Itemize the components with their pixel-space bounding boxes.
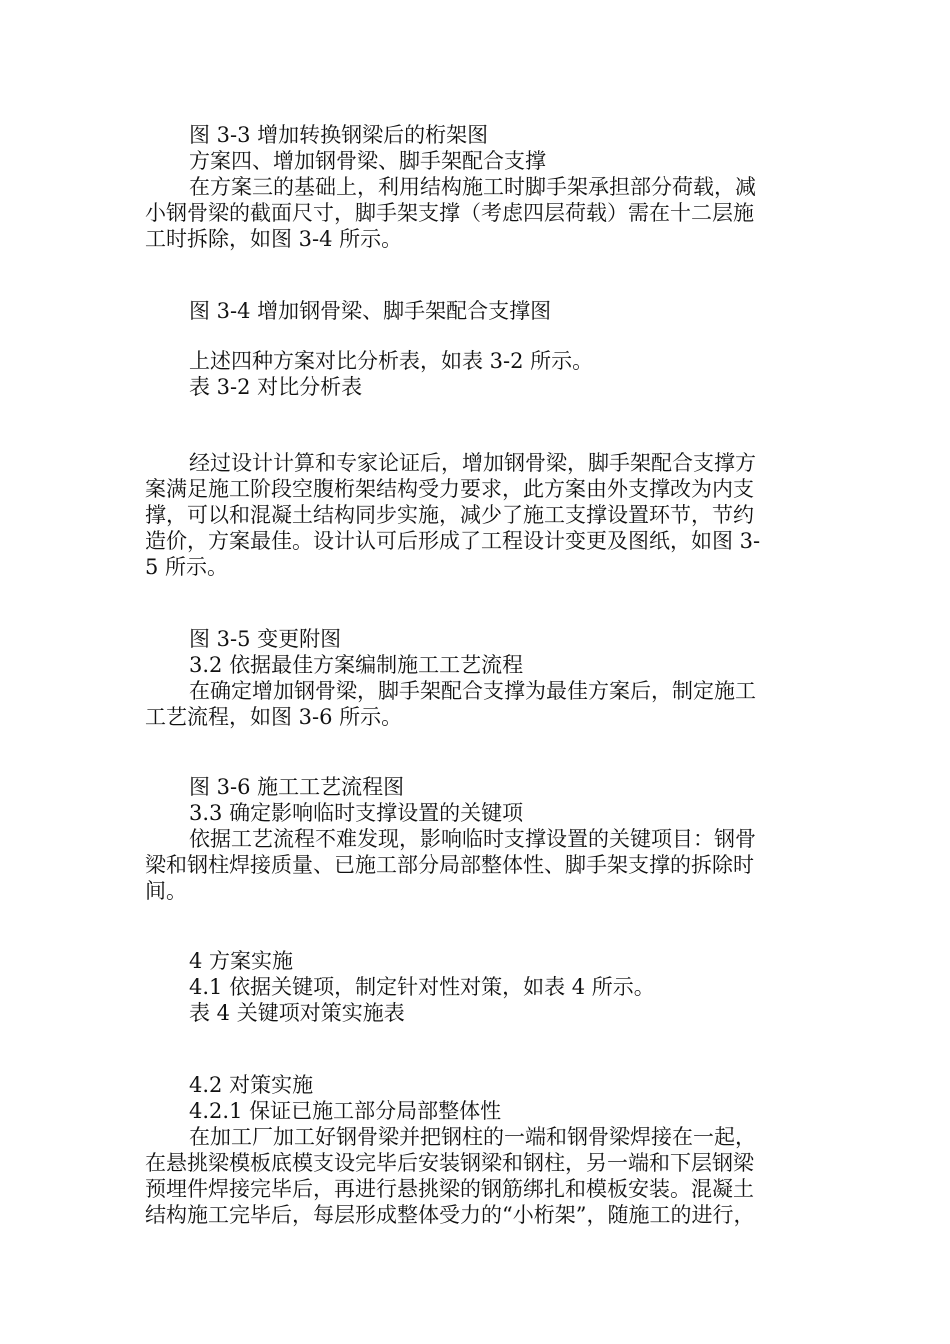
paragraph-line: 5 所示。 [145, 555, 229, 579]
figure-caption-3-4: 图 3-4 增加钢骨梁、脚手架配合支撑图 [189, 299, 552, 323]
paragraph-line: 梁和钢柱焊接质量、已施工部分局部整体性、脚手架支撑的拆除时 [145, 853, 754, 877]
section-heading-4-1: 4.1 依据关键项，制定针对性对策，如表 4 所示。 [189, 975, 655, 999]
figure-caption-3-5: 图 3-5 变更附图 [189, 627, 342, 651]
paragraph-line: 结构施工完毕后，每层形成整体受力的“小桁架”，随施工的进行， [145, 1203, 755, 1227]
paragraph-line: 工艺流程，如图 3-6 所示。 [145, 705, 403, 729]
paragraph-line: 依据工艺流程不难发现，影响临时支撑设置的关键项目：钢骨 [189, 827, 756, 851]
section-heading-scheme-4: 方案四、增加钢骨梁、脚手架配合支撑 [189, 149, 546, 173]
paragraph-line: 造价，方案最佳。设计认可后形成了工程设计变更及图纸，如图 3- [145, 529, 761, 553]
table-caption-4: 表 4 关键项对策实施表 [189, 1001, 405, 1025]
figure-caption-3-6: 图 3-6 施工工艺流程图 [189, 775, 405, 799]
paragraph-line: 在悬挑梁模板底模支设完毕后安装钢梁和钢柱，另一端和下层钢梁 [145, 1151, 754, 1175]
section-heading-3-3: 3.3 确定影响临时支撑设置的关键项 [189, 801, 524, 825]
paragraph-line: 预埋件焊接完毕后，再进行悬挑梁的钢筋绑扎和模板安装。混凝土 [145, 1177, 754, 1201]
section-heading-3-2: 3.2 依据最佳方案编制施工工艺流程 [189, 653, 524, 677]
section-heading-4-2: 4.2 对策实施 [189, 1073, 314, 1097]
paragraph-line: 上述四种方案对比分析表，如表 3-2 所示。 [189, 349, 594, 373]
paragraph-line: 间。 [145, 879, 187, 903]
paragraph-line: 小钢骨梁的截面尺寸，脚手架支撑（考虑四层荷载）需在十二层施 [145, 201, 754, 225]
paragraph-line: 在方案三的基础上，利用结构施工时脚手架承担部分荷载，减 [189, 175, 756, 199]
paragraph-line: 工时拆除，如图 3-4 所示。 [145, 227, 403, 251]
paragraph-line: 案满足施工阶段空腹桁架结构受力要求，此方案由外支撑改为内支 [145, 477, 754, 501]
paragraph-line: 撑，可以和混凝土结构同步实施，减少了施工支撑设置环节，节约 [145, 503, 754, 527]
table-caption-3-2: 表 3-2 对比分析表 [189, 375, 363, 399]
paragraph-line: 经过设计计算和专家论证后，增加钢骨梁，脚手架配合支撑方 [189, 451, 756, 475]
paragraph-line: 在加工厂加工好钢骨梁并把钢柱的一端和钢骨梁焊接在一起， [189, 1125, 756, 1149]
section-heading-4: 4 方案实施 [189, 949, 294, 973]
section-heading-4-2-1: 4.2.1 保证已施工部分局部整体性 [189, 1099, 502, 1123]
figure-caption-3-3: 图 3-3 增加转换钢梁后的桁架图 [189, 123, 489, 147]
paragraph-line: 在确定增加钢骨梁，脚手架配合支撑为最佳方案后，制定施工 [189, 679, 756, 703]
